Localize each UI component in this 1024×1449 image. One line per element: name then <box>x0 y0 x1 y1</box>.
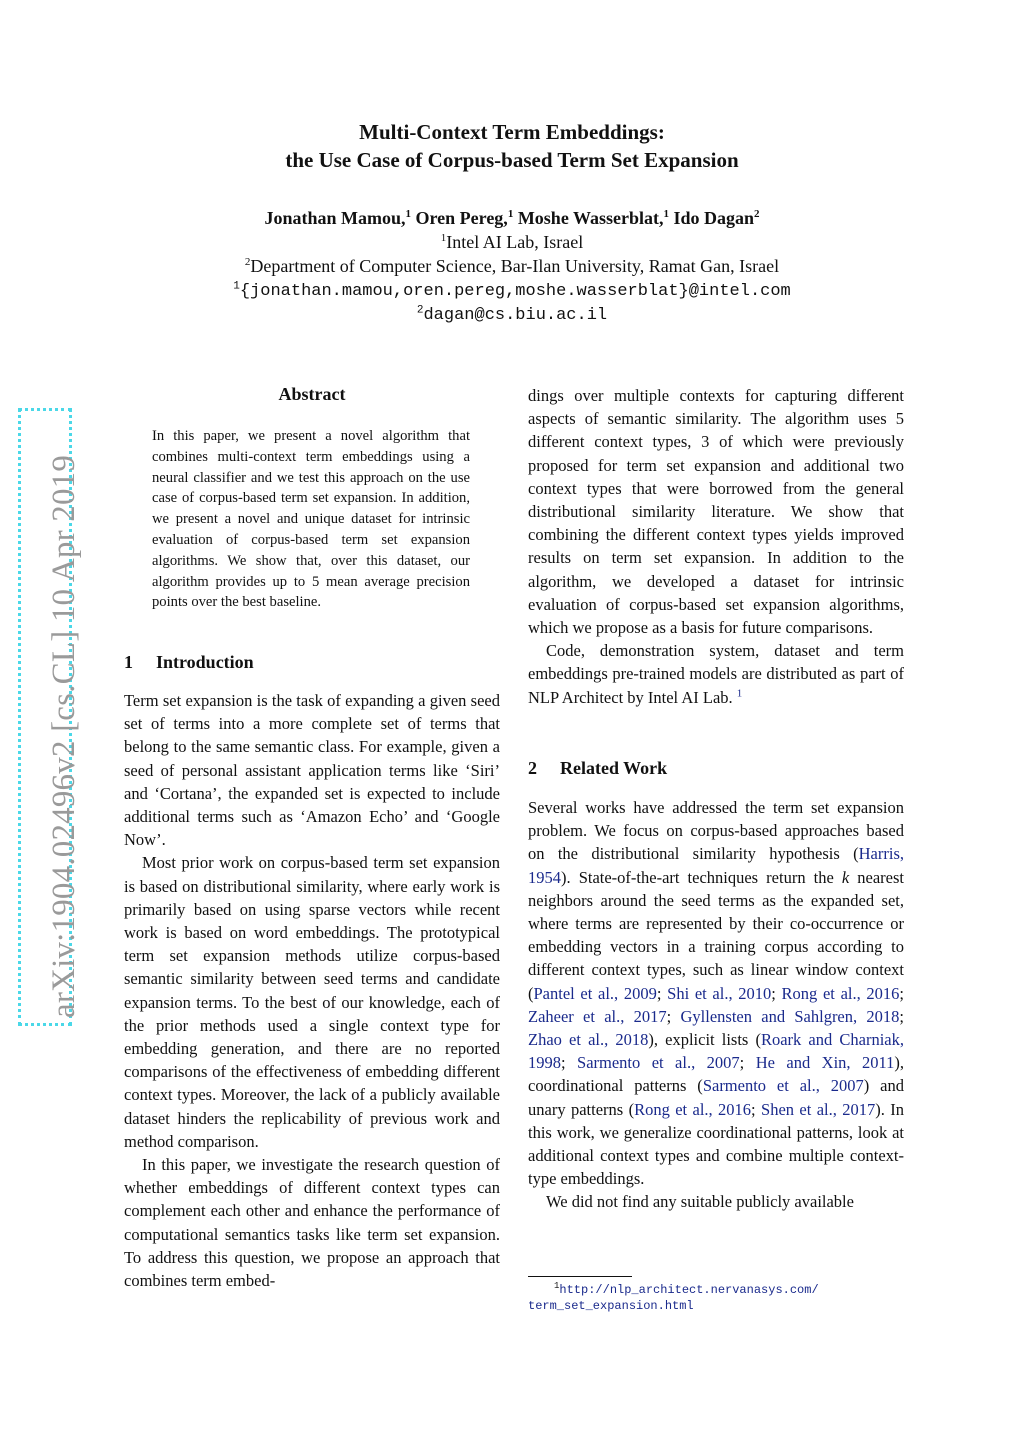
citation-link[interactable]: Gyllensten and Sahlgren, 2018 <box>680 1006 900 1026</box>
citation-link[interactable]: Rong et al., 2016 <box>634 1099 752 1119</box>
left-column <box>124 689 500 1292</box>
author-name: Moshe Wasserblat, <box>517 208 664 228</box>
paper-title-line1: Multi-Context Term Embeddings: <box>359 120 665 144</box>
citation-link[interactable]: Roark and Charniak, 1998 <box>528 1030 904 1073</box>
citation-link[interactable]: Shen et al., 2017 <box>761 1099 876 1119</box>
footnote-marker[interactable]: 1 <box>736 687 743 700</box>
intro-paragraph-1: Term set expansion is the task of expanding a given seed set of terms into a more complete set of terms that belong to the same semantic class. For example, given a seed of personal assistant application terms like ‘Siri’ and ‘Cortana’, the expanded set is expected to include additional terms such as ‘Amazon Echo’ and ‘Google Now’. <box>124 691 500 850</box>
paper-title-line2: the Use Case of Corpus-based Term Set Expansion <box>285 148 739 172</box>
intro-paragraph-3-continued: dings over multiple contexts for capturing different aspects of semantic similarity. The algorithm uses 5 different context types, 3 of which were previously proposed for term set expansion and additional two context types that were borrowed from the general distributional similarity literature. We show that combining the different context types yields improved results on term set expansion. In addition to the algorithm, we developed a dataset for intrinsic evaluation of corpus-based set expansion algorithms, which we propose as a basis for future comparisons. <box>528 386 904 638</box>
citation-link[interactable]: Sarmento et al., 2007 <box>702 1076 864 1096</box>
email-line-1: $^1${jonathan.mamou,oren.pereg,moshe.wasserblat}@intel.com <box>233 280 791 301</box>
author-name: Oren Pereg, <box>415 208 508 228</box>
citation-link[interactable]: Zhao et al., 2018 <box>528 1030 649 1050</box>
footnote-url-link[interactable]: http://nlp_architect.nervanasys.com/ <box>559 1283 819 1297</box>
footnote: $^1$http://nlp_architect.nervanasys.com/ term_set_expansion.html <box>528 1282 908 1314</box>
abstract-heading: Abstract <box>278 384 346 404</box>
arxiv-stamp: arXiv:1904.02496v2 [cs.CL] 10 Apr 2019 <box>46 454 82 1018</box>
related-work-paragraph-2: We did not find any suitable publicly available <box>546 1192 854 1212</box>
citation-link[interactable]: Zaheer et al., 2017 <box>528 1006 667 1026</box>
intro-paragraph-4: Code, demonstration system, dataset and term embeddings pre-trained models are distributed as part of NLP Architect by Intel AI Lab. $^1$ <box>528 641 904 707</box>
author-name: Jonathan Mamou, <box>264 208 406 228</box>
citation-link[interactable]: Shi et al., 2010 <box>667 983 772 1003</box>
footnote-rule <box>528 1276 632 1277</box>
section-2-heading: 2 Related Work <box>528 758 668 778</box>
right-column-related-work <box>528 796 904 1214</box>
citation-link[interactable]: Sarmento et al., 2007 <box>577 1053 740 1073</box>
email-line-2: $^2$dagan@cs.biu.ac.il <box>416 304 608 325</box>
citation-link[interactable]: Harris, 1954 <box>528 844 904 887</box>
author-name: Ido Dagan <box>673 208 755 228</box>
abstract-text: In this paper, we present a novel algorithm that combines multi-context term embeddings using a neural classifier and we test this approach on the use case of corpus-based term set expansion. In addition, we present a novel and unique dataset for intrinsic evaluation of corpus-based term set expansion algorithms. We show that, over this dataset, our algorithm provides up to 5 mean average precision points over the best baseline. <box>152 428 470 611</box>
intro-paragraph-2: Most prior work on corpus-based term set expansion is based on distributional similarity, where early work is primarily based on using sparse vectors while recent work is based on word embeddings. The prototypical term set expansion methods utilize corpus-based semantic similarity between seed terms and candidate expansion terms. To the best of our knowledge, each of the prior methods used a single context type for embedding generation, and there are no reported comparisons of the effectiveness of embedding different context types. Moreover, the lack of a publicly available dataset hinders the replicability of previous work and method comparison. <box>124 853 500 1151</box>
affiliation-1: $^1$Intel AI Lab, Israel <box>440 232 584 252</box>
author-list: Jonathan Mamou,$^1$ Oren Pereg,$^1$ Moshe Wasserblat,$^1$ Ido Dagan$^2$ <box>264 208 760 228</box>
related-work-paragraph-1: Several works have addressed the term set expansion problem. We focus on corpus-based approaches based on the distributional similarity hypothesis (Harris, 1954). State-of-the-art techniques return the k nearest neighbors around the seed terms as the expanded set, where terms are represented by their co-occurrence or embedding vectors in a training corpus according to different context types, such as linear window context (Pantel et al., 2009; Shi et al., 2010; Rong et al., 2016; Zaheer et al., 2017; Gyllensten and Sahlgren, 2018; Zhao et al., 2018), explicit lists (Roark and Charniak, 1998; Sarmento et al., 2007; He and Xin, 2011), coordinational patterns (Sarmento et al., 2007) and unary patterns (Rong et al., 2016; Shen et al., 2017). In this work, we generalize coordinational patterns, look at additional context types and combine multiple context-type embeddings. <box>528 798 905 1189</box>
citation-link[interactable]: He and Xin, 2011 <box>755 1053 895 1073</box>
footnote-url-link-continued[interactable]: term_set_expansion.html <box>528 1299 694 1313</box>
intro-paragraph-3: In this paper, we investigate the research question of whether embeddings of different context types can complement each other and enhance the performance of computational semantics tasks like term set expansion. To address this question, we propose an approach that combines term embed- <box>124 1155 500 1291</box>
citation-link[interactable]: Rong et al., 2016 <box>781 983 900 1003</box>
citation-link[interactable]: Pantel et al., 2009 <box>533 983 657 1003</box>
right-column-top <box>528 384 904 709</box>
section-1-heading: 1 Introduction <box>124 652 254 672</box>
affiliation-2: $^2$Department of Computer Science, Bar-Ilan University, Ramat Gan, Israel <box>244 256 780 276</box>
